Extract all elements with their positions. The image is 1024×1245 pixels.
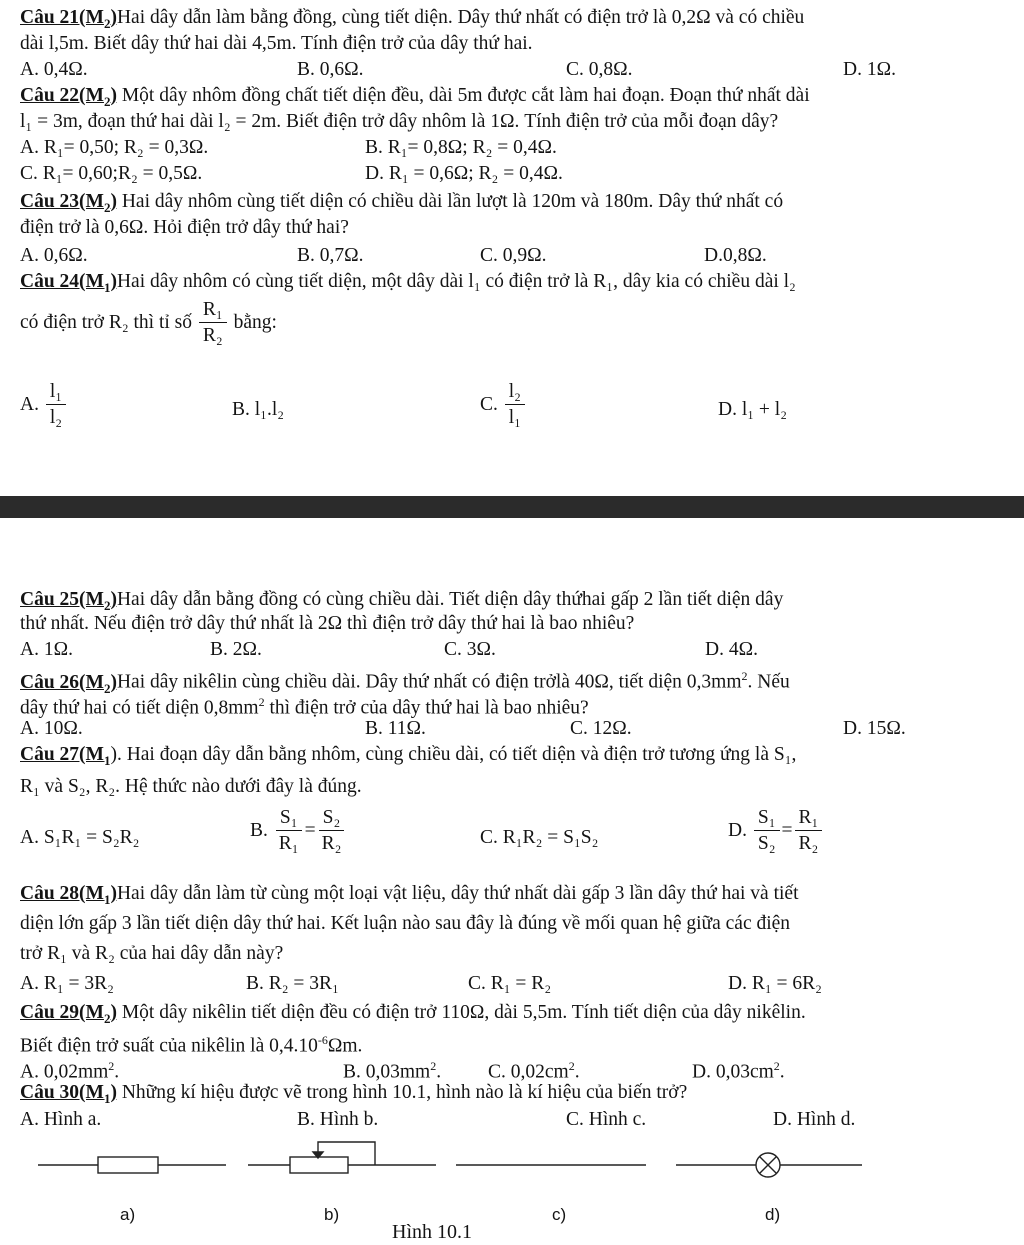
- q21-line2: dài l,5m. Biết dây thứ hai dài 4,5m. Tính điện trở của dây thứ hai.: [20, 33, 533, 54]
- q29-option-a: A. $0,02mm^2$.: [20, 1059, 120, 1083]
- q30-option-c: C. Hình c.: [566, 1109, 647, 1130]
- q28-line1: Câu $28(M_1)Hai$ dây dẫn làm từ cùng một loại vật liệu, dây thứ nhất dài gấp 3 lần dây thứ hai và tiết: [20, 883, 799, 907]
- q23-option-d: D.0,8Ω.: [704, 245, 767, 266]
- q25-line1: Câu $25(M_2)Hai$ dây dẫn bằng đồng có cùng chiều dài. Tiết diện dây thứhai gấp 2 lần tiết diện dây: [20, 589, 784, 613]
- q23-line2: điện trở là 0,6Ω. Hỏi điện trở dây thứ hai?: [20, 217, 349, 238]
- symbol-b-rheostat: [248, 1142, 436, 1173]
- q28-line2: diện lớn gấp 3 lần tiết diện dây thứ hai. Kết luận nào sau đây là đúng về mối quan hệ giữa các điện: [20, 913, 791, 934]
- q25-option-a: A. 1Ω.: [20, 639, 73, 660]
- q29-option-d: D. $0,03cm^2$.: [692, 1059, 785, 1083]
- q24-option-b: B. l₁.l₂: [232, 399, 285, 420]
- q21-option-c: C. 0,8Ω.: [566, 59, 633, 80]
- q30-option-d: D. Hình d.: [773, 1109, 856, 1130]
- q22-label: Câu $22(M_2)$: [20, 85, 117, 109]
- q24-line2: có điện trở R₂ thì tỉ số $\frac{\text{R₁}}{\text{R₂}}$ bằng:: [20, 298, 277, 349]
- q27-option-d: D. $\frac{\text{S₁}}{\text{S₂}}$ = $\frac{\text{R₁}}{\text{R₂}}$: [728, 806, 824, 857]
- q22-option-c: C. R₁= 0,60;R₂ = 0,5Ω.: [20, 163, 203, 184]
- figure-label-d: d): [765, 1205, 781, 1224]
- q29-line2: Biết điện trở suất của nikêlin là $0,4.10^{-6}\Omega m$.: [20, 1033, 363, 1057]
- q23-label: Câu $23(M_2)$: [20, 191, 117, 215]
- q26-line1: Câu $26(M_2)Hai$ dây nikêlin cùng chiều dài. Dây thứ nhất có điện trởlà 40Ω, tiết diện $0,3mm^2$. Nếu: [20, 669, 790, 696]
- q30-option-b: B. Hình b.: [297, 1109, 379, 1130]
- q22-line1: Câu $22(M_2)$ Một dây nhôm đồng chất tiết diện đều, dài 5m được cắt làm hai đoạn. Đoạn thứ nhất dài: [20, 85, 810, 109]
- q28-option-b: B. R₂ = 3R₁: [246, 973, 339, 994]
- q29-option-b: B. $0,03mm^2$.: [343, 1059, 442, 1083]
- symbol-a-resistor: [38, 1157, 226, 1173]
- q26-option-d: D. 15Ω.: [843, 718, 906, 739]
- q24-option-d: D. l₁ + l₂: [718, 399, 788, 420]
- q22-option-b: B. R₁= 0,8Ω; R₂ = 0,4Ω.: [365, 137, 557, 158]
- q21-line1: Câu $21(M_2)Hai$ dây dẫn làm bằng đồng, cùng tiết diện. Dây thứ nhất có điện trở là 0,2Ω và có chiều: [20, 7, 805, 31]
- q24-label: Câu $24(M_1)$: [20, 271, 117, 295]
- scan-divider-band: [0, 496, 1024, 518]
- q25-option-d: D. 4Ω.: [705, 639, 758, 660]
- q30-line1: Câu $30(M_1)$ Những kí hiệu được vẽ trong hình 10.1, hình nào là kí hiệu của biến trở?: [20, 1082, 688, 1106]
- q21-label: Câu $21(M_2)$: [20, 7, 117, 31]
- q26-line2: dây thứ hai có tiết diện $0,8mm^2$ thì điện trở của dây thứ hai là bao nhiêu?: [20, 695, 589, 719]
- figure-caption: Hình 10.1: [392, 1221, 472, 1243]
- q27-label: Câu $27(M_1$: [20, 744, 111, 768]
- q22-option-d: D. R₁ = 0,6Ω; R₂ = 0,4Ω.: [365, 163, 563, 184]
- q25-label: Câu $25(M_2)$: [20, 589, 117, 613]
- q27-line1: Câu $27(M_1)$. Hai đoạn dây dẫn bằng nhôm, cùng chiều dài, có tiết diện và điện trở tương ứng là S₁,: [20, 744, 797, 768]
- q23-option-c: C. 0,9Ω.: [480, 245, 547, 266]
- q23-option-a: A. 0,6Ω.: [20, 245, 88, 266]
- q22-option-a: A. R₁= 0,50; R₂ = 0,3Ω.: [20, 137, 209, 158]
- q23-option-b: B. 0,7Ω.: [297, 245, 364, 266]
- q25-option-b: B. 2Ω.: [210, 639, 262, 660]
- q26-option-b: B. 11Ω.: [365, 718, 426, 739]
- figure-label-c: c): [552, 1205, 567, 1224]
- q26-option-c: C. 12Ω.: [570, 718, 632, 739]
- q24-line1: Câu $24(M_1)Hai$ dây nhôm có cùng tiết diện, một dây dài l₁ có điện trở là R₁, dây kia có chiều dài l₂: [20, 271, 796, 295]
- figure-label-b: b): [324, 1205, 340, 1224]
- q29-label: Câu $29(M_2)$: [20, 1002, 117, 1026]
- q28-line3: trở R₁ và R₂ của hai dây dẫn này?: [20, 943, 284, 964]
- q30-option-a: A. Hình a.: [20, 1109, 102, 1130]
- q25-option-c: C. 3Ω.: [444, 639, 496, 660]
- q25-line2: thứ nhất. Nếu điện trở dây thứ nhất là 2Ω thì điện trở dây thứ hai là bao nhiêu?: [20, 613, 635, 634]
- q29-line1: Câu $29(M_2)$ Một dây nikêlin tiết diện đều có điện trở 110Ω, dài 5,5m. Tính tiết diện của dây nikêlin.: [20, 1002, 806, 1026]
- q23-line1: Câu $23(M_2)$ Hai dây nhôm cùng tiết diện có chiều dài lần lượt là 120m và 180m. Dây thứ nhất có: [20, 191, 784, 215]
- q26-option-a: A. 10Ω.: [20, 718, 83, 739]
- symbol-d-lamp: [676, 1153, 862, 1177]
- q21-option-a: A. 0,4Ω.: [20, 59, 88, 80]
- q21-option-d: D. 1Ω.: [843, 59, 896, 80]
- q24-option-c: C. $\frac{\text{l₂}}{\text{l₁}}$: [480, 380, 527, 431]
- q24-option-a: A. $\frac{\text{l₁}}{\text{l₂}}$: [20, 380, 68, 431]
- q28-option-c: C. R₁ = R₂: [468, 973, 552, 994]
- q26-label: Câu $26(M_2)$: [20, 671, 117, 696]
- q27-line2: R₁ và S₂, R₂. Hệ thức nào dưới đây là đúng.: [20, 776, 362, 797]
- q27-option-a: A. S₁R₁ = S₂R₂: [20, 827, 140, 848]
- q24-ratio: $\frac{\text{R₁}}{\text{R₂}}$: [199, 298, 227, 349]
- q27-option-b: B. $\frac{\text{S₁}}{\text{R₁}}$ = $\frac{\text{S₂}}{\text{R₂}}$: [250, 806, 347, 857]
- q27-option-c: C. R₁R₂ = S₁S₂: [480, 827, 599, 848]
- q28-option-d: D. R₁ = 6R₂: [728, 973, 822, 994]
- figure-10-1: [0, 1140, 1024, 1200]
- q22-line2: l₁ = 3m, đoạn thứ hai dài l₂ = 2m. Biết điện trở dây nhôm là 1Ω. Tính điện trở của mỗi đoạn dây?: [20, 111, 779, 132]
- q29-option-c: C. $0,02cm^2$.: [488, 1059, 580, 1083]
- q28-label: Câu $28(M_1)$: [20, 883, 117, 907]
- figure-label-a: a): [120, 1205, 136, 1224]
- q21-option-b: B. 0,6Ω.: [297, 59, 364, 80]
- q30-label: Câu $30(M_1)$: [20, 1082, 117, 1106]
- q28-option-a: A. R₁ = 3R₂: [20, 973, 114, 994]
